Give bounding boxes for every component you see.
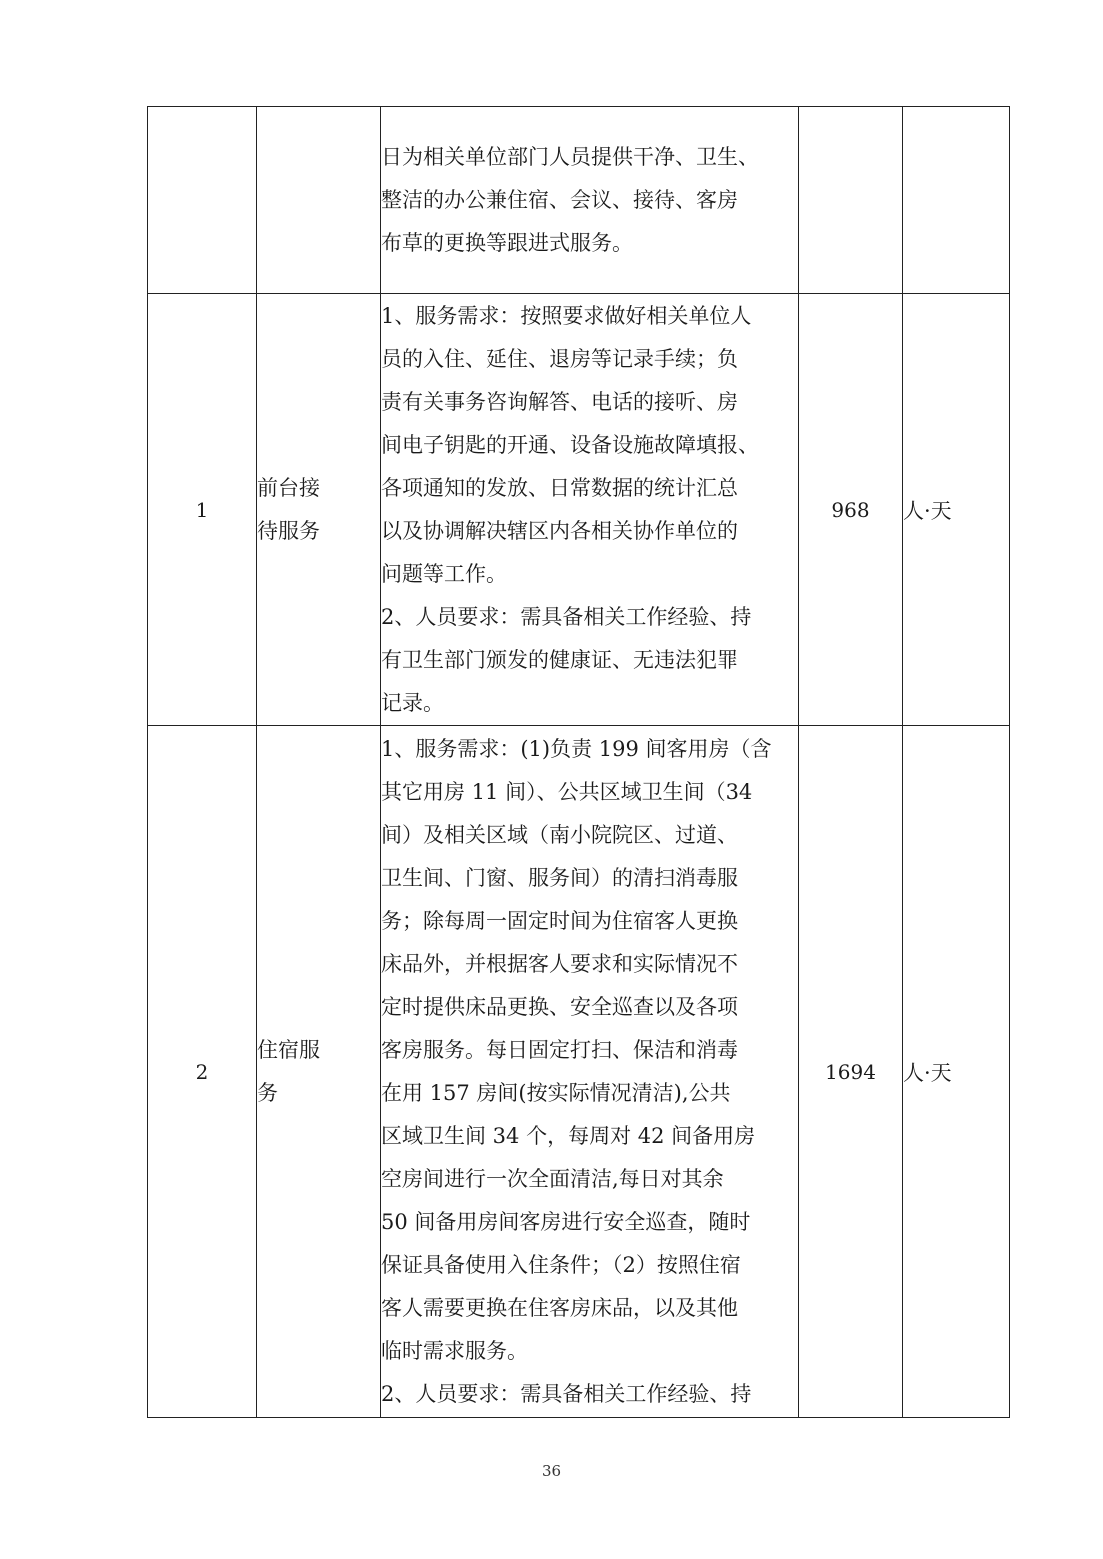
description-line: 卫生间、门窗、服务间）的清扫消毒服 [381,865,738,890]
service-name-line: 务 [257,1080,278,1105]
item-number-cell [148,107,257,294]
description-line: 其它用房 11 间）、公共区域卫生间（34 [381,779,753,804]
description-line: 保证具备使用入住条件；（2）按照住宿 [381,1252,741,1277]
description-line: 客房服务。每日固定打扫、保洁和消毒 [381,1037,738,1062]
unit: 人·天 [903,1060,952,1085]
description-line: 间电子钥匙的开通、设备设施故障填报、 [381,432,759,457]
description-line: 定时提供床品更换、安全巡查以及各项 [381,994,738,1019]
item-number: 2 [195,1059,209,1084]
description-line: 各项通知的发放、日常数据的统计汇总 [381,475,738,500]
description-line: 50 间备用房间客房进行安全巡查，随时 [381,1209,751,1234]
description-line: 布草的更换等跟进式服务。 [381,230,633,255]
description-line: 空房间进行一次全面清洁,每日对其余 [381,1166,724,1191]
service-name-cell [257,107,381,294]
item-number: 1 [195,497,209,522]
description-line: 整洁的办公兼住宿、会议、接待、客房 [381,187,738,212]
table-row [148,107,1010,294]
quantity-cell [799,294,903,726]
description-line: 责有关事务咨询解答、电话的接听、房 [381,389,738,414]
description-line: 2、人员要求：需具备相关工作经验、持 [381,1381,752,1406]
description-line: 间）及相关区域（南小院院区、过道、 [381,822,738,847]
quantity-cell [799,107,903,294]
description-line: 床品外，并根据客人要求和实际情况不 [381,951,738,976]
service-name-line: 待服务 [257,518,320,543]
table-row [148,726,1010,1418]
table-row [148,294,1010,726]
description-line: 1、服务需求：(1)负责 199 间客用房（含 [381,736,772,761]
description-line: 记录。 [381,690,444,715]
service-name-cell [257,294,381,726]
unit-cell [903,726,1010,1418]
description-line: 临时需求服务。 [381,1338,528,1363]
service-name-line: 住宿服 [257,1037,320,1062]
description-line: 1、服务需求：按照要求做好相关单位人 [381,303,752,328]
description-line: 有卫生部门颁发的健康证、无违法犯罪 [381,647,738,672]
description-line: 区域卫生间 34 个，每周对 42 间备用房 [381,1123,756,1148]
service-name-cell [257,726,381,1418]
description-line: 2、人员要求：需具备相关工作经验、持 [381,604,752,629]
service-description-cell [381,294,799,726]
description-line: 日为相关单位部门人员提供干净、卫生、 [381,144,759,169]
description-line: 问题等工作。 [381,561,507,586]
service-name-line: 前台接 [257,475,320,500]
service-table [147,106,1010,1418]
unit-cell [903,294,1010,726]
unit: 人·天 [903,498,952,523]
quantity: 968 [831,497,870,522]
unit-cell [903,107,1010,294]
description-line: 务；除每周一固定时间为住宿客人更换 [381,908,738,933]
service-description-cell [381,107,799,294]
description-line: 在用 157 房间(按实际情况清洁),公共 [381,1080,731,1105]
description-line: 员的入住、延住、退房等记录手续；负 [381,346,738,371]
service-description-cell [381,726,799,1418]
page-number: 36 [541,1462,562,1480]
quantity-cell [799,726,903,1418]
item-number-cell [148,726,257,1418]
description-line: 以及协调解决辖区内各相关协作单位的 [381,518,738,543]
quantity: 1694 [825,1059,876,1084]
description-line: 客人需要更换在住客房床品，以及其他 [381,1295,738,1320]
item-number-cell [148,294,257,726]
